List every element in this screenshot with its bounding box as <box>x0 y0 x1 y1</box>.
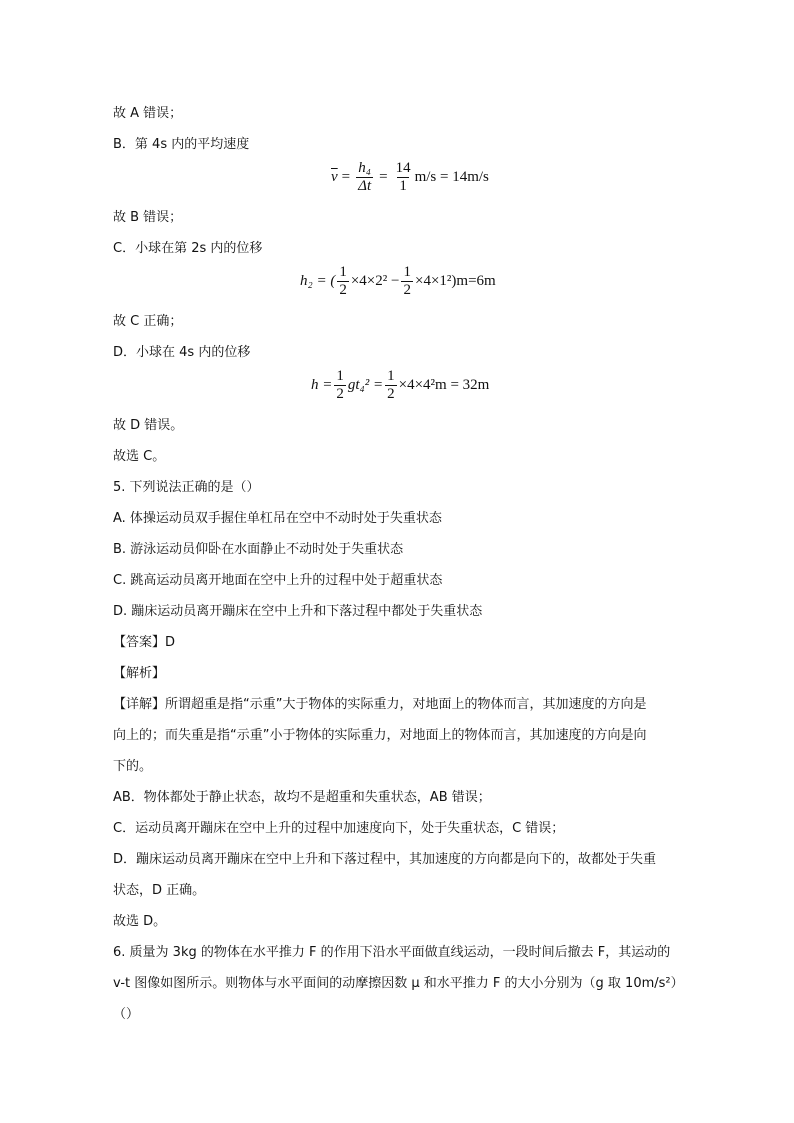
numerator: h₄ <box>358 160 371 176</box>
formula-text: m/s = 14m/s <box>414 169 489 185</box>
formula-text: = <box>379 169 388 185</box>
question-5-stem: 5. 下列说法正确的是（） <box>113 480 260 495</box>
analysis-d: 状态，D 正确。 <box>113 883 206 898</box>
formula-text: = <box>341 169 351 185</box>
answer-label: 【答案】D <box>113 635 176 650</box>
question-6-stem: 6. 质量为 3kg 的物体在水平推力 F 的作用下沿水平面做直线运动，一段时间后撤去 F，其运动的 <box>113 945 671 960</box>
numerator: 1 <box>336 368 344 384</box>
numerator: 1 <box>387 368 395 384</box>
text-line: 故 D 错误。 <box>113 418 184 433</box>
formula-text: h = <box>311 377 333 393</box>
denominator: 2 <box>336 386 344 402</box>
option-b: B. 游泳运动员仰卧在水面静止不动时处于失重状态 <box>113 542 404 557</box>
formula-text: h₂ = ( <box>300 273 336 289</box>
fraction <box>401 264 413 299</box>
question-6-stem: v-t 图像如图所示。则物体与水平面间的动摩擦因数 μ 和水平推力 F 的大小分别为（g 取 10m/s²） <box>113 976 684 991</box>
formula-average-velocity <box>331 160 489 195</box>
formula-text: ×4×2² − <box>350 273 400 289</box>
text-line: 故选 C。 <box>113 449 166 464</box>
analysis-d: D．蹦床运动员离开蹦床在空中上升和下落过程中，其加速度的方向都是向下的，故都处于失重 <box>113 852 657 867</box>
numerator: 1 <box>403 264 411 280</box>
formula-text: ×4×1²)m=6m <box>414 273 496 289</box>
formula-text: $\overline{v}$ <box>331 169 338 185</box>
detail-line: 向上的；而失重是指“示重”小于物体的实际重力，对地面上的物体而言，其加速度的方向是向 <box>113 728 647 743</box>
detail-line: 【详解】所谓超重是指“示重”大于物体的实际重力，对地面上的物体而言，其加速度的方向是 <box>113 697 647 712</box>
option-a: A. 体操运动员双手握住单杠吊在空中不动时处于失重状态 <box>113 511 442 526</box>
formula-text: gt₄² = <box>347 377 384 393</box>
analysis-label: 【解析】 <box>113 666 166 681</box>
formula-text: ×4×4²m = 32m <box>398 377 490 393</box>
fraction <box>394 160 413 195</box>
choose-line: 故选 D。 <box>113 914 167 929</box>
text-line: 故 B 错误； <box>113 210 183 225</box>
detail-line: 下的。 <box>113 759 153 774</box>
denominator: 2 <box>387 386 395 402</box>
option-c: C. 跳高运动员离开地面在空中上升的过程中处于超重状态 <box>113 573 443 588</box>
numerator: 14 <box>395 160 411 176</box>
text-line: B．第 4s 内的平均速度 <box>113 137 250 152</box>
formula-displacement-4s <box>311 368 489 403</box>
formula-displacement-2s <box>300 264 496 299</box>
question-6-stem: （） <box>113 1007 140 1022</box>
text-line: D．小球在 4s 内的位移 <box>113 345 251 360</box>
analysis-ab: AB．物体都处于静止状态，故均不是超重和失重状态，AB 错误； <box>113 790 491 805</box>
option-d: D. 蹦床运动员离开蹦床在空中上升和下落过程中都处于失重状态 <box>113 604 483 619</box>
fraction <box>334 368 346 403</box>
denominator: 1 <box>399 178 407 194</box>
fraction <box>356 160 373 195</box>
text-line: 故 C 正确； <box>113 314 183 329</box>
analysis-c: C．运动员离开蹦床在空中上升的过程中加速度向下，处于失重状态，C 错误； <box>113 821 565 836</box>
fraction <box>385 368 397 403</box>
denominator: Δt <box>358 178 372 194</box>
denominator: 2 <box>339 282 347 298</box>
fraction <box>337 264 349 299</box>
text-line: C．小球在第 2s 内的位移 <box>113 241 263 256</box>
numerator: 1 <box>339 264 347 280</box>
denominator: 2 <box>403 282 411 298</box>
text-line: 故 A 错误； <box>113 106 183 121</box>
